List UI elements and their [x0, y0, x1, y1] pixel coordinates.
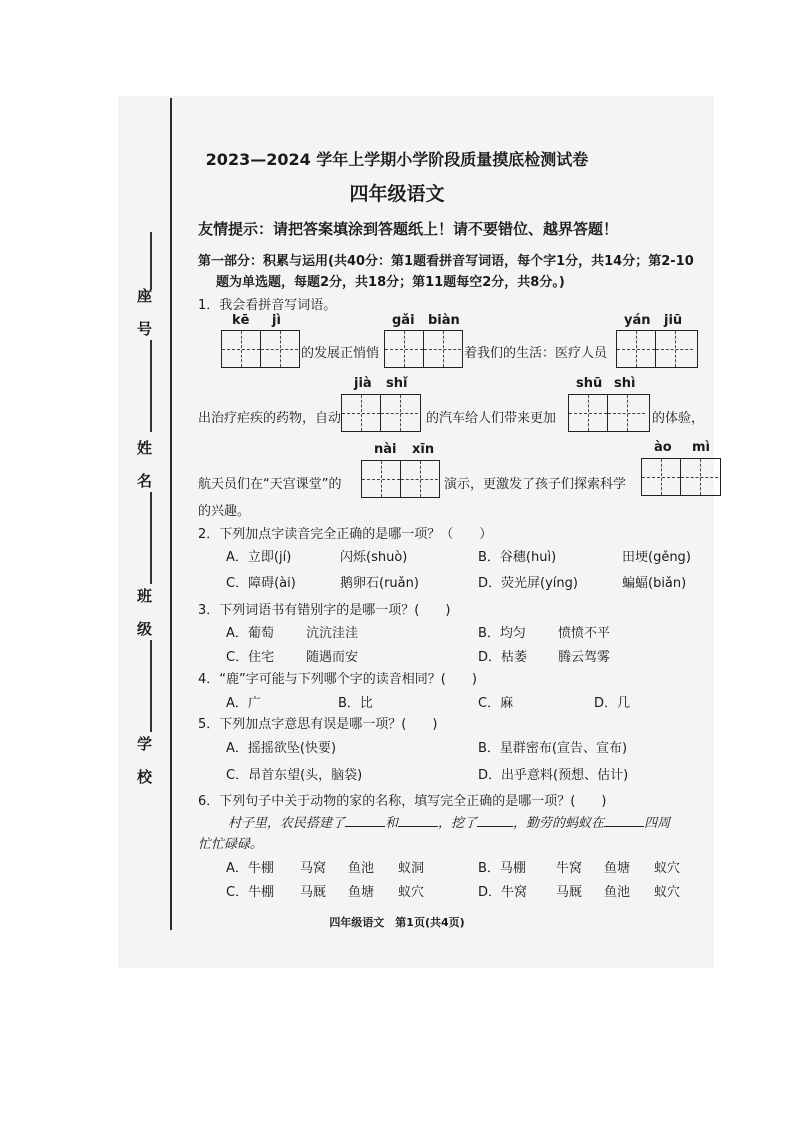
q6-sentence-end: 忙忙碌碌。 — [198, 837, 264, 852]
q4-option-a[interactable]: A．广 — [226, 696, 261, 711]
q6-option-d-word4: 蚁穴 — [654, 885, 681, 900]
q1-answer-grid-7[interactable] — [641, 458, 721, 496]
q3-option-d[interactable]: D．枯萎 — [478, 650, 528, 665]
q6-blank-4[interactable] — [604, 826, 644, 827]
q1-grid4-pinyin-2: shǐ — [386, 376, 408, 391]
q6-sentence-part-2: 和 — [385, 816, 399, 831]
q3-option-c-word2: 随遇而安 — [306, 650, 359, 665]
q1-text-6: 航天员们在“天宫课堂”的 — [198, 477, 342, 492]
q6-stem: 6．下列句子中关于动物的家的名称，填写完全正确的是哪一项？( ) — [198, 794, 607, 809]
q6-blank-2[interactable] — [398, 826, 438, 827]
name-line — [150, 340, 152, 432]
q1-grid1-pinyin-2: jì — [272, 313, 281, 328]
q3-option-b-word2: 愤愤不平 — [558, 626, 611, 641]
q6-option-b[interactable]: B．马棚 — [478, 861, 526, 876]
q6-option-d-word2: 马厩 — [556, 885, 583, 900]
q5-option-b[interactable]: B．星群密布(宣告、宣布) — [478, 741, 628, 756]
q1-stem: 1．我会看拼音写词语。 — [198, 298, 337, 313]
friendly-tip: 友情提示：请把答案填涂到答题纸上！请不要错位、越界答题！ — [198, 220, 619, 238]
q1-text-3: 出治疗疟疾的药物，自动 — [198, 411, 342, 426]
q1-grid2-pinyin-2: biàn — [428, 313, 460, 328]
q5-option-d[interactable]: D．出乎意料(预想、估计) — [478, 768, 629, 783]
q6-option-a-word4: 蚁洞 — [398, 861, 425, 876]
q1-grid3-pinyin-1: yán — [624, 313, 651, 328]
q6-option-a-word3: 鱼池 — [348, 861, 375, 876]
q1-grid5-pinyin-2: shì — [614, 376, 636, 391]
q6-sentence-part-4: ，勤劳的蚂蚁在 — [513, 816, 605, 831]
q3-option-b[interactable]: B．均匀 — [478, 626, 526, 641]
q1-answer-grid-6[interactable] — [361, 460, 440, 498]
q6-option-c[interactable]: C．牛棚 — [226, 885, 275, 900]
q1-grid4-pinyin-1: jià — [354, 376, 372, 391]
subject-title: 四年级语文 — [349, 183, 445, 205]
q2-option-d[interactable]: D．荧光屏(yíng) — [478, 576, 578, 591]
class-line — [150, 492, 152, 584]
q3-option-a-word2: 沆沆洼洼 — [306, 626, 359, 641]
q6-option-a-word2: 马窝 — [300, 861, 327, 876]
q1-answer-grid-5[interactable] — [568, 394, 650, 432]
q6-sentence-part-5: 四周 — [644, 816, 671, 831]
part-description-line-2: 题为单选题，每题2分，共18分；第11题每空2分，共8分。) — [216, 275, 565, 290]
q4-option-c[interactable]: C．麻 — [478, 696, 514, 711]
class-label: 班 级 — [135, 588, 153, 636]
exam-title: 2023—2024 学年上学期小学阶段质量摸底检测试卷 — [205, 150, 589, 169]
q1-text-1: 的发展正悄悄 — [301, 346, 380, 361]
part-description-line-1: 第一部分：积累与运用(共40分：第1题看拼音写词语，每个字1分，共14分；第2-10 — [198, 254, 694, 269]
q1-answer-grid-2[interactable] — [384, 330, 463, 368]
page-footer: 四年级语文 第1页(共4页) — [329, 916, 465, 929]
q5-option-c[interactable]: C．昂首东望(头，脑袋) — [226, 768, 363, 783]
q1-answer-grid-4[interactable] — [341, 394, 421, 432]
q1-grid3-pinyin-2: jiū — [664, 313, 683, 328]
q6-option-b-word2: 牛窝 — [556, 861, 583, 876]
q3-option-d-word2: 腾云驾雾 — [558, 650, 611, 665]
q6-option-c-word3: 鱼塘 — [348, 885, 375, 900]
q4-stem: 4．“鹿”字可能与下列哪个字的读音相同？( ) — [198, 672, 477, 687]
q3-stem: 3．下列词语书有错别字的是哪一项？( ) — [198, 603, 451, 618]
seat-label: 座 号 — [135, 288, 153, 336]
q6-option-c-word4: 蚁穴 — [398, 885, 425, 900]
q6-option-b-word4: 蚁穴 — [654, 861, 681, 876]
q1-text-7: 演示，更激发了孩子们探索科学 — [444, 477, 627, 492]
q1-text-2: 着我们的生活：医疗人员 — [464, 346, 608, 361]
q1-text-5: 的体验， — [652, 411, 705, 426]
q6-option-d[interactable]: D．牛窝 — [478, 885, 528, 900]
q2-option-d-word2: 蝙蝠(biǎn) — [622, 576, 687, 591]
q2-option-b-word2: 田埂(gěng) — [622, 550, 691, 565]
q6-blank-3[interactable] — [477, 826, 513, 827]
q1-grid2-pinyin-1: gǎi — [392, 313, 415, 328]
q3-option-c[interactable]: C．住宅 — [226, 650, 275, 665]
q4-option-b[interactable]: B．比 — [338, 696, 373, 711]
q1-grid6-pinyin-1: nài — [374, 442, 397, 457]
q2-stem: 2．下列加点字读音完全正确的是哪一项？（ ） — [198, 527, 493, 542]
q6-option-c-word2: 马厩 — [300, 885, 327, 900]
q6-sentence-part-3: ，挖了 — [438, 816, 478, 831]
q2-option-a-word2: 闪烁(shuò) — [340, 550, 408, 565]
school-label: 学 校 — [135, 736, 153, 784]
q1-grid5-pinyin-1: shū — [576, 376, 603, 391]
q2-option-c-word2: 鹅卵石(ruǎn) — [340, 576, 419, 591]
q1-text-8: 的兴趣。 — [198, 504, 251, 519]
q6-sentence-part-1: 村子里，农民搭建了 — [228, 816, 346, 831]
q6-option-b-word3: 鱼塘 — [604, 861, 631, 876]
q2-option-b[interactable]: B．谷穗(huì) — [478, 550, 557, 565]
q1-grid6-pinyin-2: xīn — [412, 442, 435, 457]
q4-option-d[interactable]: D．几 — [594, 696, 631, 711]
q6-option-d-word3: 鱼池 — [604, 885, 631, 900]
seat-line — [150, 232, 152, 290]
q6-sentence — [228, 812, 670, 831]
q6-option-a[interactable]: A．牛棚 — [226, 861, 274, 876]
q6-blank-1[interactable] — [345, 826, 385, 827]
q2-option-a[interactable]: A．立即(jí) — [226, 550, 292, 565]
school-line — [150, 640, 152, 732]
q1-answer-grid-1[interactable] — [221, 330, 300, 368]
q1-answer-grid-3[interactable] — [616, 330, 698, 368]
q1-grid7-pinyin-2: mì — [692, 440, 711, 455]
q1-grid1-pinyin-1: kē — [232, 313, 250, 328]
q2-option-c[interactable]: C．障碍(ài) — [226, 576, 296, 591]
q1-text-4: 的汽车给人们带来更加 — [426, 411, 557, 426]
binding-line — [170, 98, 172, 930]
name-label: 姓 名 — [135, 440, 153, 488]
q5-stem: 5．下列加点字意思有误是哪一项？( ) — [198, 717, 438, 732]
q3-option-a[interactable]: A．葡萄 — [226, 626, 274, 641]
q5-option-a[interactable]: A．摇摇欲坠(快要) — [226, 741, 337, 756]
q1-grid7-pinyin-1: ào — [654, 440, 672, 455]
